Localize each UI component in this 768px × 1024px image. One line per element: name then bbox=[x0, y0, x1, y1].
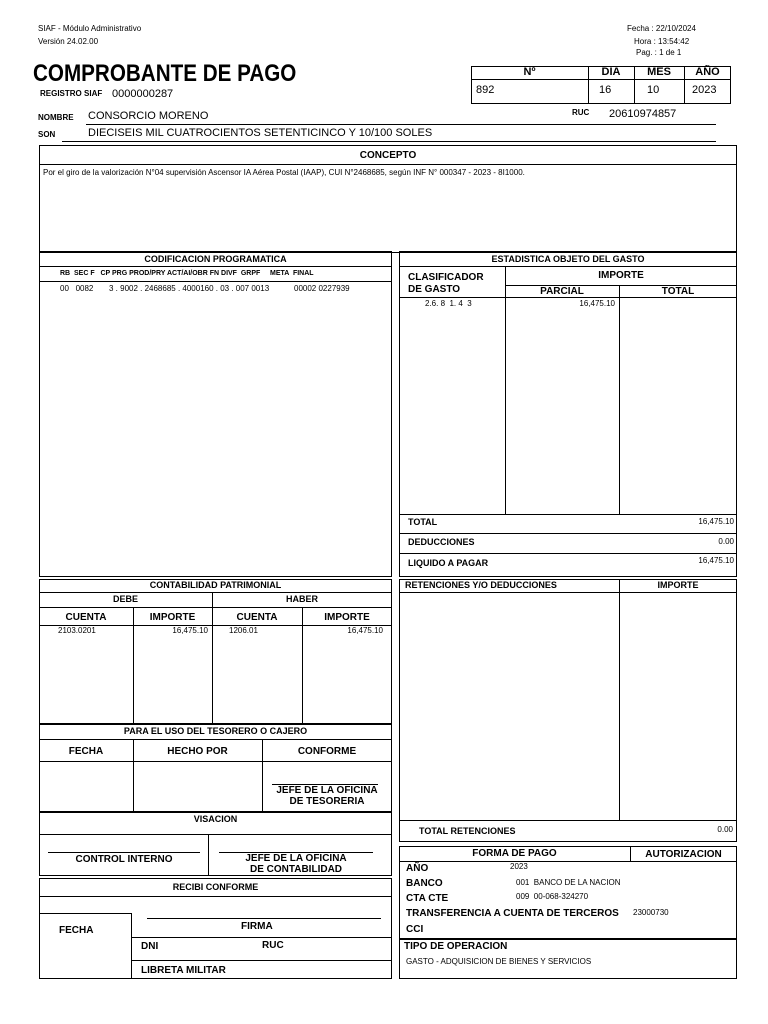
importe-header: IMPORTE bbox=[598, 270, 644, 281]
haber-cuenta-header: CUENTA bbox=[236, 612, 278, 623]
dia-header: DIA bbox=[601, 66, 621, 78]
parcial-header: PARCIAL bbox=[540, 286, 584, 297]
transferencia-label: TRANSFERENCIA A CUENTA DE TERCEROS bbox=[406, 908, 619, 919]
deducciones-label: DEDUCCIONES bbox=[408, 537, 475, 547]
transferencia-value: 23000730 bbox=[633, 908, 669, 917]
libreta-militar-label: LIBRETA MILITAR bbox=[141, 965, 226, 976]
anio-header: AÑO bbox=[695, 66, 720, 78]
nombre-value: CONSORCIO MORENO bbox=[88, 110, 209, 122]
nombre-label: NOMBRE bbox=[38, 113, 74, 122]
cci-label: CCI bbox=[406, 924, 424, 935]
banco-value: 001 BANCO DE LA NACION bbox=[516, 878, 621, 887]
estadistica-header: ESTADISTICA OBJETO DEL GASTO bbox=[491, 254, 645, 264]
system-version: Versión 24.02.00 bbox=[38, 37, 99, 46]
concepto-box bbox=[39, 145, 737, 253]
tesorero-conforme-header: CONFORME bbox=[297, 746, 357, 757]
cta-cte-label: CTA CTE bbox=[406, 893, 449, 904]
forma-pago-header: FORMA DE PAGO bbox=[472, 848, 557, 859]
control-interno-label: CONTROL INTERNO bbox=[75, 854, 173, 865]
ruc-label: RUC bbox=[572, 108, 590, 117]
jefe-contabilidad-line2: DE CONTABILIDAD bbox=[249, 864, 343, 875]
debe-importe-value: 16,475.10 bbox=[172, 626, 208, 635]
mes-header: MES bbox=[647, 66, 671, 78]
recibi-conforme-header: RECIBI CONFORME bbox=[172, 882, 259, 892]
jefe-tesoreria-line1: JEFE DE LA OFICINA bbox=[276, 785, 378, 796]
tesorero-fecha-header: FECHA bbox=[68, 746, 104, 757]
codificacion-box bbox=[39, 251, 392, 577]
codificacion-rb-sec: 00 0082 bbox=[60, 284, 94, 293]
codificacion-columns: RB SEC F CP PRG PROD/PRY ACT/AI/OBR FN DIVF GRPF META FINAL bbox=[60, 270, 314, 277]
recibi-fecha-label: FECHA bbox=[59, 925, 94, 936]
registro-siaf-value: 0000000287 bbox=[112, 88, 174, 100]
autorizacion-header: AUTORIZACION bbox=[645, 849, 722, 860]
debe-importe-header: IMPORTE bbox=[149, 612, 196, 623]
codificacion-codes: 3 . 9002 . 2468685 . 4000160 . 03 . 007 0013 bbox=[109, 284, 270, 293]
dia-value: 16 bbox=[599, 84, 612, 96]
tesorero-header: PARA EL USO DEL TESORERO O CAJERO bbox=[123, 726, 308, 736]
total-value: 16,475.10 bbox=[698, 517, 734, 526]
contabilidad-header: CONTABILIDAD PATRIMONIAL bbox=[149, 580, 282, 590]
haber-header: HABER bbox=[285, 594, 318, 604]
document-title: COMPROBANTE DE PAGO bbox=[33, 60, 297, 87]
concepto-text: Por el giro de la valorización N°04 supervisión Ascensor IA Aérea Postal (IAAP), CUI N°2468685, según INF N° 000347 - 2023 - 8I1000. bbox=[43, 168, 525, 177]
concepto-header: CONCEPTO bbox=[359, 150, 417, 161]
jefe-tesoreria-line2: DE TESORERIA bbox=[289, 796, 365, 807]
dni-label: DNI bbox=[141, 941, 159, 952]
total-header: TOTAL bbox=[661, 286, 695, 297]
recibi-ruc-label: RUC bbox=[262, 940, 284, 951]
deducciones-value: 0.00 bbox=[718, 537, 734, 546]
tipo-operacion-value: GASTO - ADQUISICION DE BIENES Y SERVICIOS bbox=[406, 957, 592, 966]
cta-cte-value: 009 00-068-324270 bbox=[516, 892, 589, 901]
son-value: DIECISEIS MIL CUATROCIENTOS SETENTICINCO Y 10/100 SOLES bbox=[88, 127, 433, 139]
visacion-header: VISACION bbox=[193, 814, 238, 824]
clasificador-header: CLASIFICADOR DE GASTO bbox=[408, 272, 484, 295]
ruc-value: 20610974857 bbox=[609, 108, 677, 120]
total-label: TOTAL bbox=[408, 517, 438, 527]
banco-label: BANCO bbox=[406, 878, 443, 889]
liquido-label: LIQUIDO A PAGAR bbox=[408, 558, 489, 568]
numero-header: Nº bbox=[523, 66, 536, 78]
retenciones-header: RETENCIONES Y/O DEDUCCIONES bbox=[405, 580, 557, 590]
debe-cuenta-value: 2103.0201 bbox=[58, 626, 96, 635]
total-retenciones-value: 0.00 bbox=[717, 825, 733, 834]
print-time: Hora : 13:54:42 bbox=[634, 37, 690, 46]
retenciones-importe-header: IMPORTE bbox=[657, 580, 699, 590]
haber-importe-value: 16,475.10 bbox=[347, 626, 383, 635]
son-label: SON bbox=[38, 130, 56, 139]
print-date: Fecha : 22/10/2024 bbox=[627, 24, 696, 33]
anio-value: 2023 bbox=[692, 84, 717, 96]
jefe-contabilidad-line1: JEFE DE LA OFICINA bbox=[245, 853, 347, 864]
tipo-operacion-label: TIPO DE OPERACION bbox=[404, 941, 508, 952]
mes-value: 10 bbox=[647, 84, 660, 96]
forma-anio-label: AÑO bbox=[406, 863, 429, 874]
registro-siaf-label: REGISTRO SIAF bbox=[40, 89, 103, 98]
clasificador-value: 2.6. 8 1. 4 3 bbox=[425, 299, 472, 308]
debe-header: DEBE bbox=[112, 594, 138, 604]
haber-importe-header: IMPORTE bbox=[324, 612, 370, 623]
numero-value: 892 bbox=[476, 84, 495, 96]
debe-cuenta-header: CUENTA bbox=[65, 612, 107, 623]
liquido-value: 16,475.10 bbox=[698, 556, 734, 565]
tesorero-hecho-por-header: HECHO POR bbox=[167, 746, 228, 757]
forma-anio-value: 2023 bbox=[510, 862, 528, 871]
retenciones-box bbox=[399, 579, 737, 842]
haber-cuenta-value: 1206.01 bbox=[229, 626, 258, 635]
total-retenciones-label: TOTAL RETENCIONES bbox=[419, 826, 516, 836]
codificacion-header: CODIFICACION PROGRAMATICA bbox=[144, 254, 287, 264]
codificacion-meta: 00002 0227939 bbox=[294, 284, 350, 293]
system-name: SIAF - Módulo Administrativo bbox=[38, 24, 142, 33]
firma-label: FIRMA bbox=[241, 921, 273, 932]
page-number: Pag. : 1 de 1 bbox=[636, 48, 682, 57]
parcial-value: 16,475.10 bbox=[579, 299, 615, 308]
